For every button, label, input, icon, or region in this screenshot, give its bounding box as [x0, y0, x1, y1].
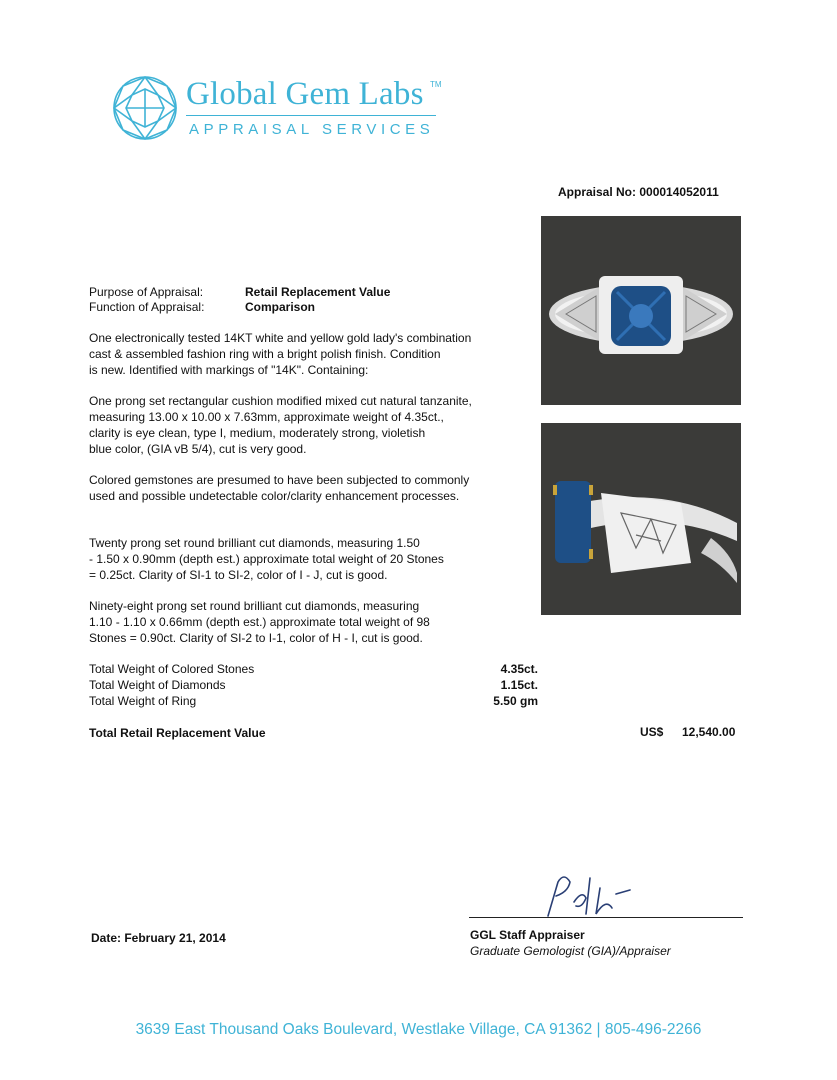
ring-photo-side: [541, 423, 741, 615]
purpose-label: Purpose of Appraisal:: [89, 285, 204, 299]
paragraph-line: Ninety-eight prong set round brilliant cut diamonds, measuring: [89, 599, 420, 613]
paragraph-line: One prong set rectangular cushion modified mixed cut natural tanzanite,: [89, 394, 472, 408]
total-diamonds-label: Total Weight of Diamonds: [89, 678, 226, 692]
appraisal-number: Appraisal No: 000014052011: [558, 185, 719, 199]
total-ring-value: 5.50 gm: [493, 694, 538, 708]
purpose-row: [89, 284, 390, 300]
brand-subtitle: APPRAISAL SERVICES: [189, 121, 435, 138]
trademark-mark: TM: [430, 80, 442, 89]
total-diamonds-value: 1.15ct.: [500, 678, 538, 692]
paragraph-line: Colored gemstones are presumed to have been subjected to commonly: [89, 473, 470, 487]
appraisal-date: Date: February 21, 2014: [91, 931, 226, 945]
paragraph-line: - 1.50 x 0.90mm (depth est.) approximate total weight of 20 Stones: [89, 552, 444, 566]
paragraph-line: blue color, (GIA vB 5/4), cut is very good.: [89, 442, 307, 456]
diamonds-20-description: [89, 535, 529, 583]
purpose-value: Retail Replacement Value: [245, 285, 391, 299]
brand-divider: [186, 115, 436, 116]
paragraph-line: 1.10 - 1.10 x 0.66mm (depth est.) approximate total weight of 98: [89, 615, 430, 629]
function-label: Function of Appraisal:: [89, 300, 205, 314]
total-colored-label: Total Weight of Colored Stones: [89, 662, 255, 676]
paragraph-line: Stones = 0.90ct. Clarity of SI-2 to I-1, color of H - I, cut is good.: [89, 631, 423, 645]
paragraph-line: = 0.25ct. Clarity of SI-1 to SI-2, color of I - J, cut is good.: [89, 568, 388, 582]
appraiser-credential: Graduate Gemologist (GIA)/Appraiser: [470, 944, 671, 958]
signature-line: [469, 917, 743, 918]
ring-front-illustration: [541, 216, 741, 405]
function-value: Comparison: [245, 300, 316, 314]
paragraph-line: cast & assembled fashion ring with a bright polish finish. Condition: [89, 347, 441, 361]
tanzanite-description: [89, 393, 529, 457]
ring-description: [89, 330, 529, 378]
diamonds-98-description: [89, 598, 529, 646]
logo-gem-icon: [112, 75, 178, 141]
paragraph-line: Twenty prong set round brilliant cut diamonds, measuring 1.50: [89, 536, 420, 550]
paragraph-line: clarity is eye clean, type I, medium, moderately strong, violetish: [89, 426, 426, 440]
total-colored-value: 4.35ct.: [500, 662, 538, 676]
function-row: [89, 299, 315, 315]
brand-name: Global Gem Labs: [186, 76, 424, 112]
retail-amount: 12,540.00: [682, 725, 736, 739]
ring-photo-front: [541, 216, 741, 405]
paragraph-line: measuring 13.00 x 10.00 x 7.63mm, approximate weight of 4.35ct.,: [89, 410, 444, 424]
footer-address: 3639 East Thousand Oaks Boulevard, Westlake Village, CA 91362 | 805-496-2266: [135, 1021, 702, 1038]
retail-currency: US$: [640, 725, 664, 739]
appraiser-title: GGL Staff Appraiser: [470, 928, 585, 942]
retail-value-label: Total Retail Replacement Value: [89, 726, 266, 740]
paragraph-line: One electronically tested 14KT white and yellow gold lady's combination: [89, 331, 472, 345]
paragraph-line: used and possible undetectable color/clarity enhancement processes.: [89, 489, 460, 503]
total-ring-label: Total Weight of Ring: [89, 694, 197, 708]
enhancement-disclaimer: [89, 472, 529, 504]
appraiser-signature: [530, 868, 640, 920]
ring-side-illustration: [541, 423, 741, 615]
paragraph-line: is new. Identified with markings of "14K". Containing:: [89, 363, 369, 377]
